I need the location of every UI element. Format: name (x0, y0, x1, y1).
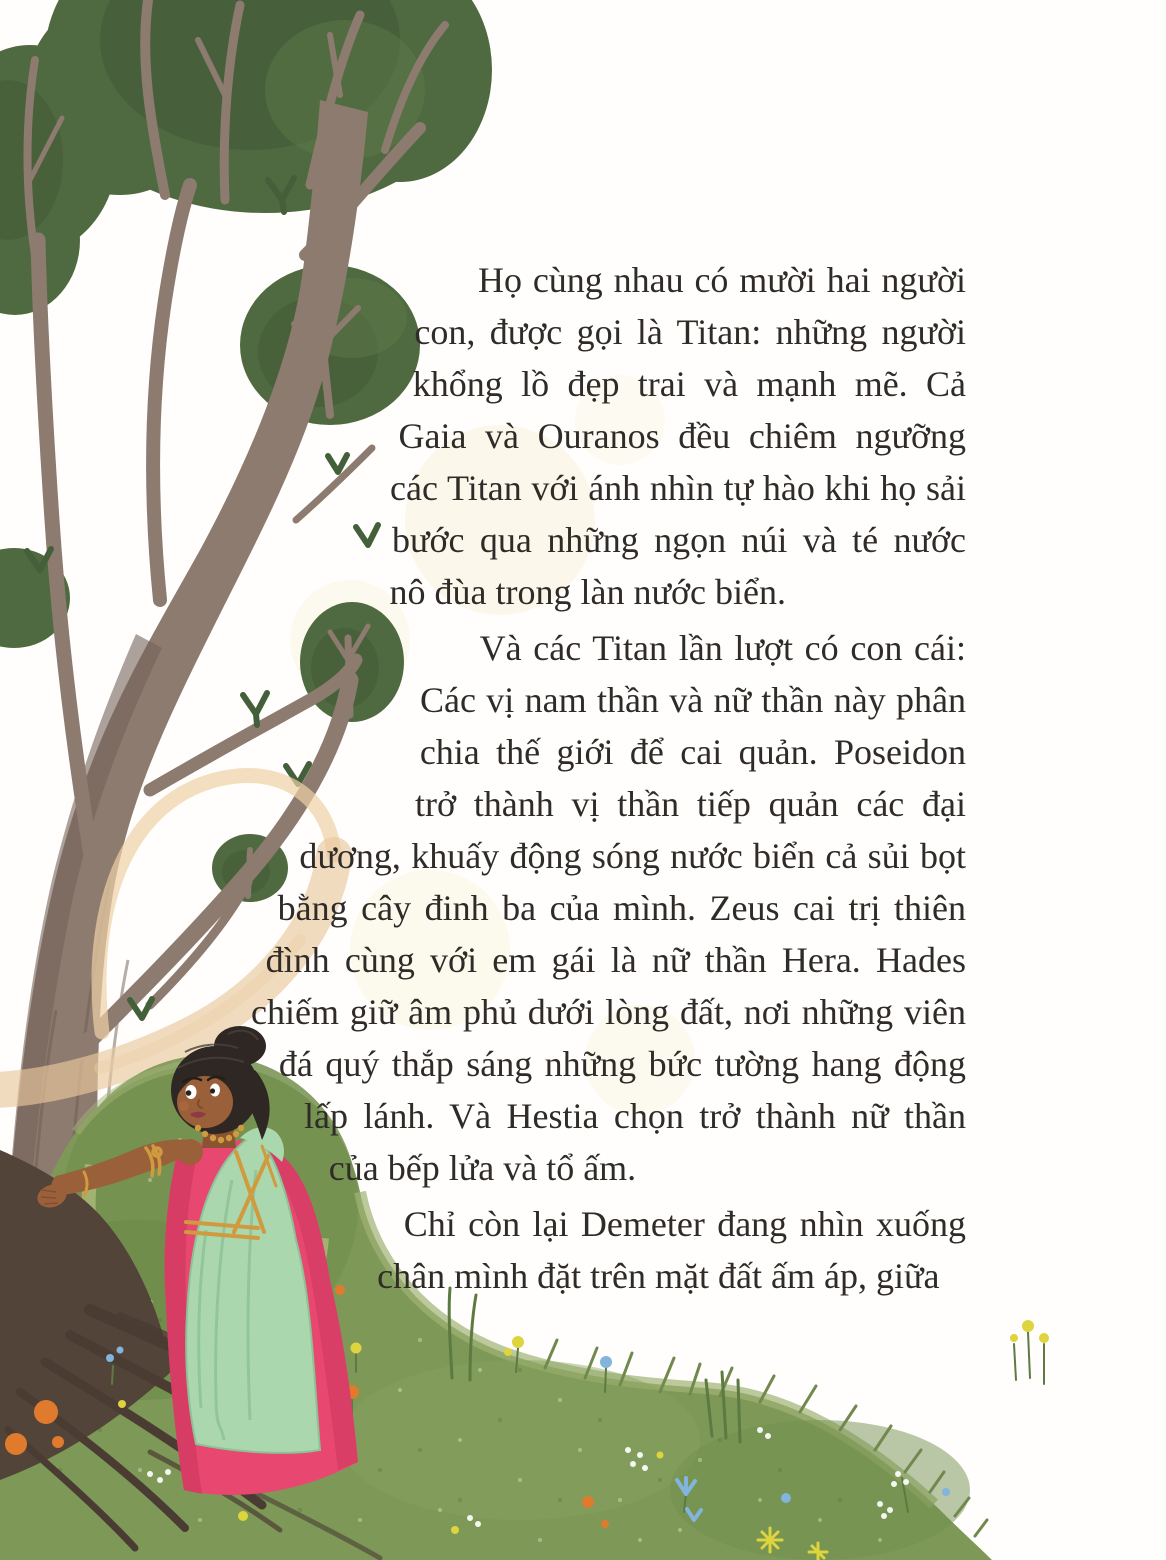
story-paragraph: Và các Titan lần lượt có con cái: Các vị nam thần và nữ thần này phân chia thế giới để cai quản. Poseidon trở thành vị thần tiếp quản các đại dương, khuấy động sóng nước biển cả sủi bọt bằng cây đinh ba của mình. Zeus cai trị thiên đình cùng với em gái là nữ thần Hera. Hades chiếm giữ âm phủ dưới lòng đất, nơi những viên đá quý thắp sáng những bức tường hang động lấp lánh. Và Hestia chọn trở thành nữ thần của bếp lửa và tổ ấm. (251, 628, 966, 1188)
cheek-blush (179, 1101, 189, 1111)
story-paragraph: Chỉ còn lại Demeter đang nhìn xuống chân mình đặt trên mặt đất ấm áp, giữa (377, 1204, 966, 1296)
story-paragraph: Họ cùng nhau có mười hai người con, được gọi là Titan: những người khổng lồ đẹp trai và mạnh mẽ. Cả Gaia và Ouranos đều chiêm ngưỡng các Titan với ánh nhìn tự hào khi họ sải bước qua những ngọn núi và té nước nô đùa trong làn nước biển. (389, 260, 966, 612)
story-text (236, 254, 966, 1364)
